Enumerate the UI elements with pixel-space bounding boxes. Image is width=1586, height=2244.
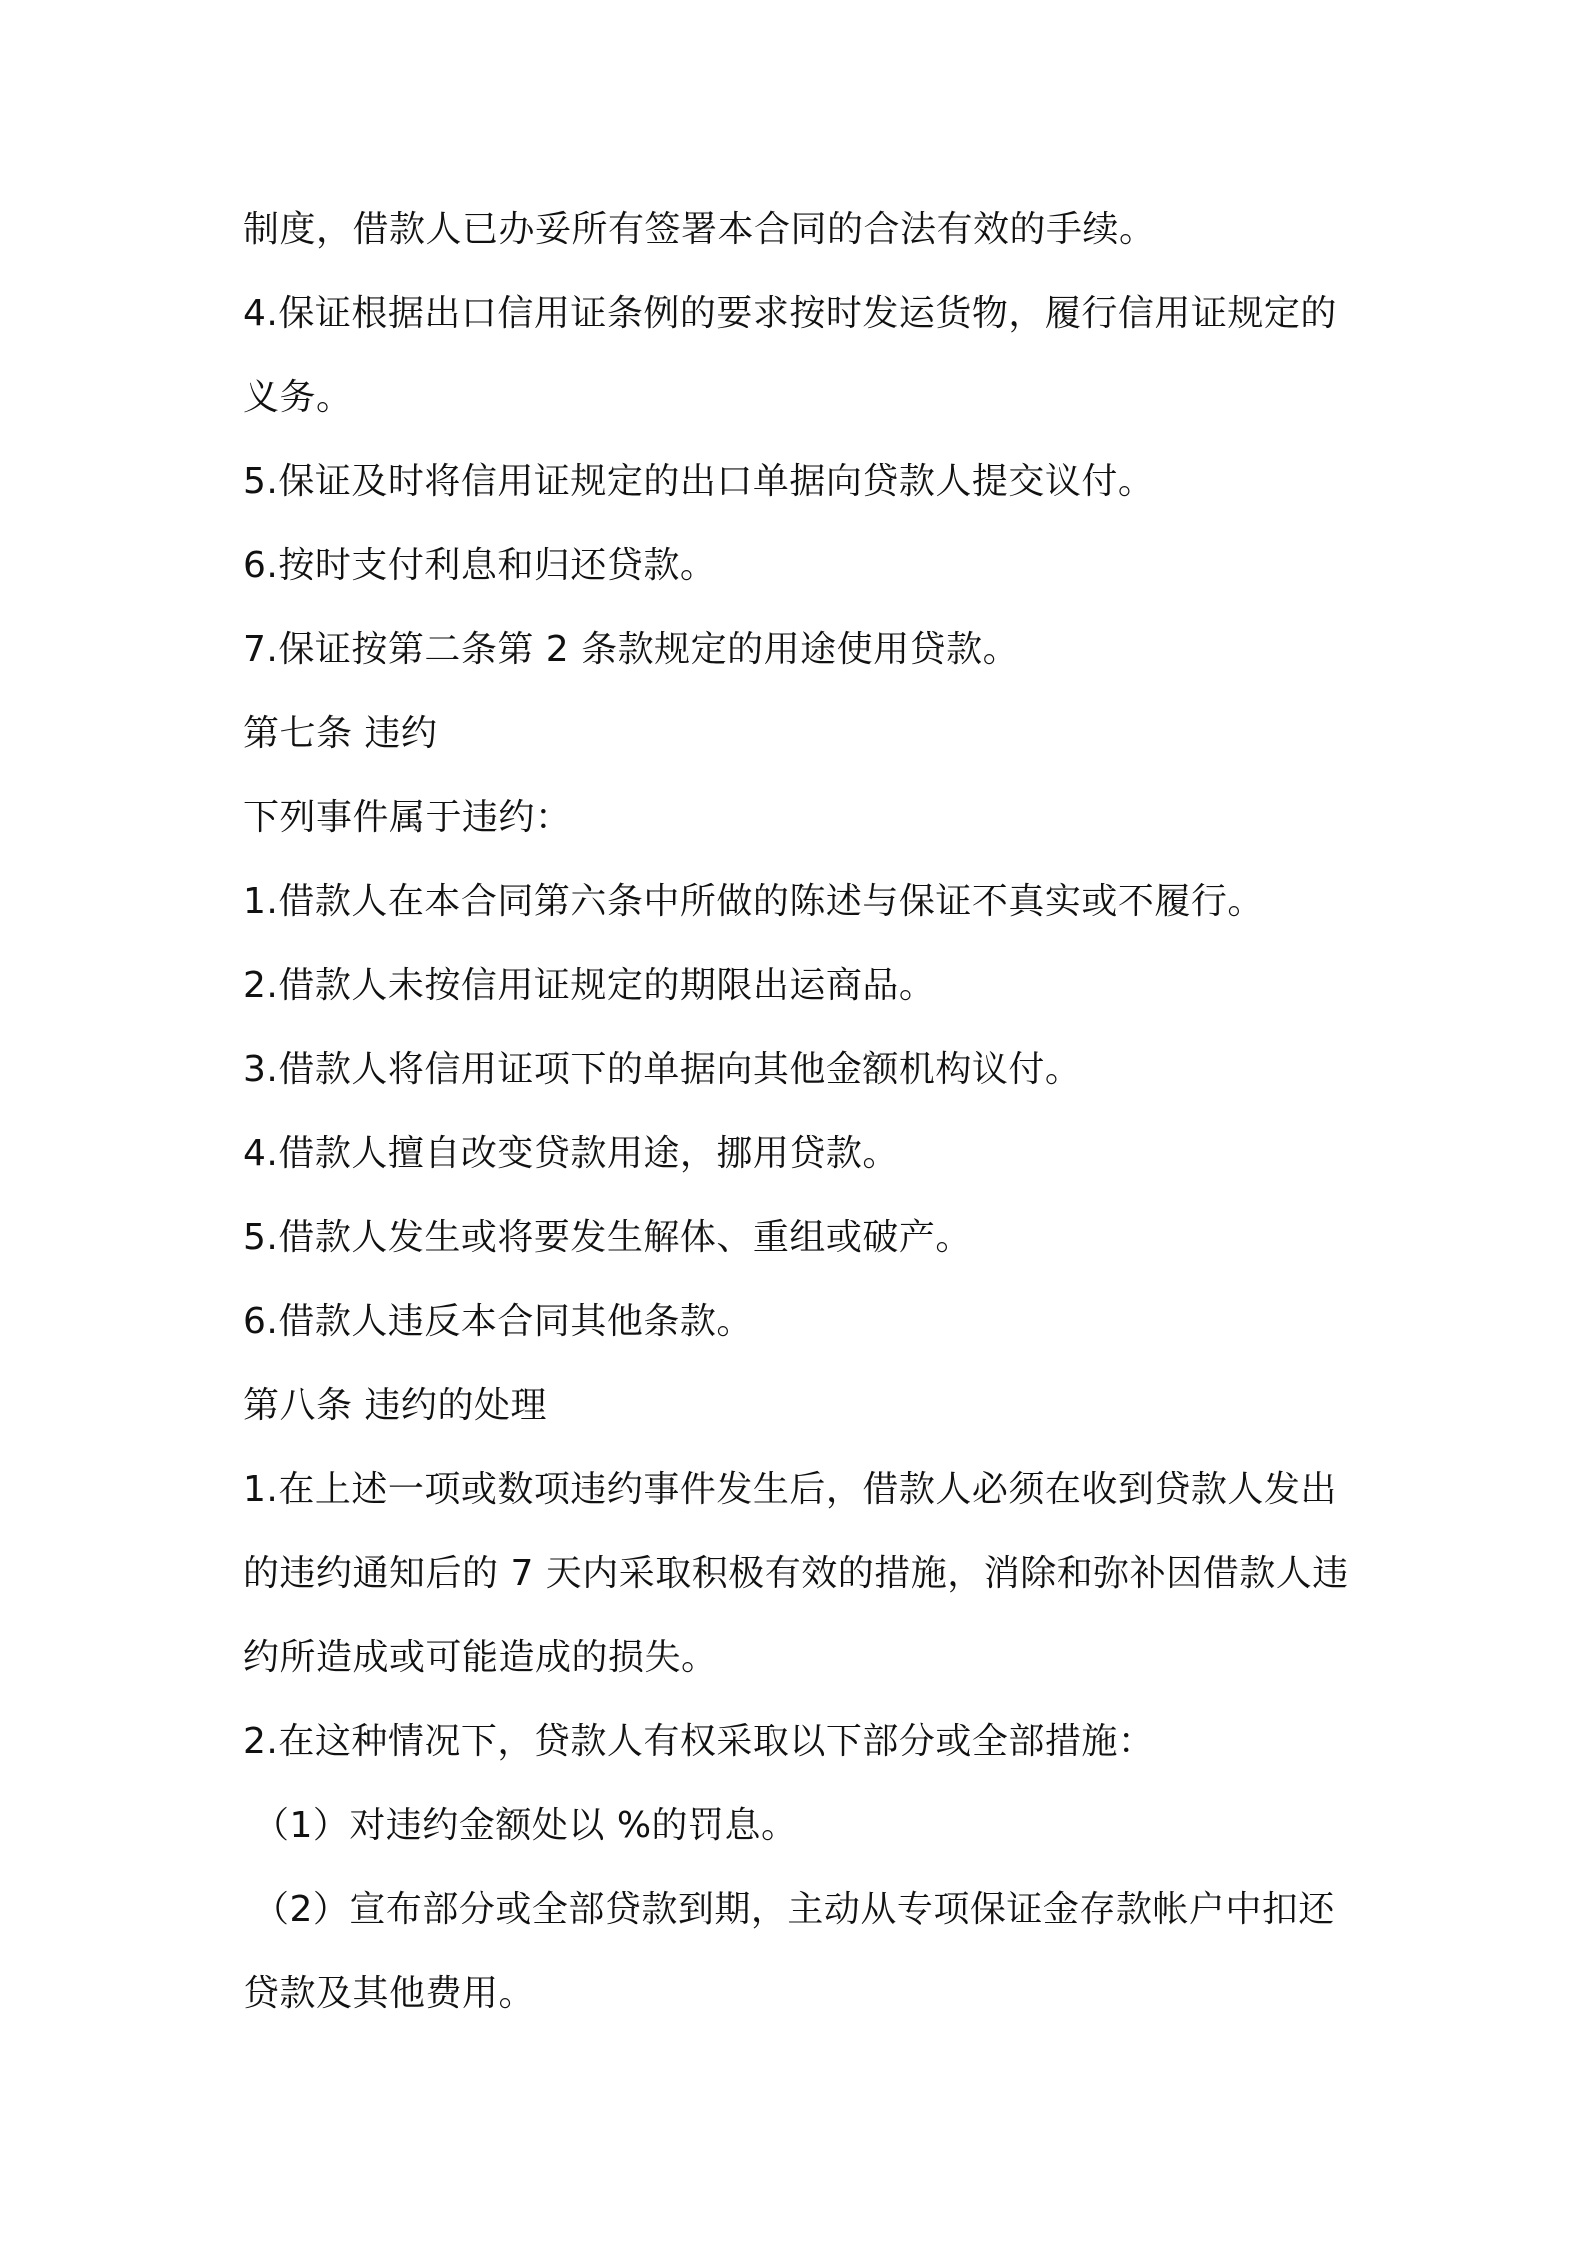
text-line: 6.借款人违反本合同其他条款。 bbox=[243, 1301, 753, 1342]
text-line: 制度，借款人已办妥所有签署本合同的合法有效的手续。 bbox=[243, 209, 1156, 250]
text-line: 2.借款人未按信用证规定的期限出运商品。 bbox=[243, 965, 936, 1006]
text-line: 贷款及其他费用。 bbox=[243, 1973, 536, 2014]
text-line: 下列事件属于违约： bbox=[243, 797, 572, 838]
text-line: （1）对违约金额处以 %的罚息。 bbox=[253, 1805, 798, 1846]
text-line: 5.保证及时将信用证规定的出口单据向贷款人提交议付。 bbox=[243, 461, 1155, 502]
text-line: （2）宣布部分或全部贷款到期，主动从专项保证金存款帐户中扣还 bbox=[253, 1889, 1335, 1930]
text-line: 4.借款人擅自改变贷款用途，挪用贷款。 bbox=[243, 1133, 899, 1174]
article-heading: 第八条 违约的处理 bbox=[243, 1385, 547, 1426]
text-line: 1.在上述一项或数项违约事件发生后，借款人必须在收到贷款人发出 bbox=[243, 1469, 1337, 1510]
text-line: 6.按时支付利息和归还贷款。 bbox=[243, 545, 717, 586]
article-heading: 第七条 违约 bbox=[243, 713, 438, 754]
text-line: 7.保证按第二条第 2 条款规定的用途使用贷款。 bbox=[243, 629, 1020, 670]
text-line: 2.在这种情况下，贷款人有权采取以下部分或全部措施： bbox=[243, 1721, 1155, 1762]
text-line: 1.借款人在本合同第六条中所做的陈述与保证不真实或不履行。 bbox=[243, 881, 1264, 922]
text-line: 5.借款人发生或将要发生解体、重组或破产。 bbox=[243, 1217, 972, 1258]
text-line: 3.借款人将信用证项下的单据向其他金额机构议付。 bbox=[243, 1049, 1082, 1090]
document-body bbox=[243, 188, 1353, 2036]
text-line: 约所造成或可能造成的损失。 bbox=[243, 1637, 718, 1678]
text-line: 义务。 bbox=[243, 377, 353, 418]
text-line: 的违约通知后的 7 天内采取积极有效的措施，消除和弥补因借款人违 bbox=[243, 1553, 1349, 1594]
text-line: 4.保证根据出口信用证条例的要求按时发运货物，履行信用证规定的 bbox=[243, 293, 1337, 334]
